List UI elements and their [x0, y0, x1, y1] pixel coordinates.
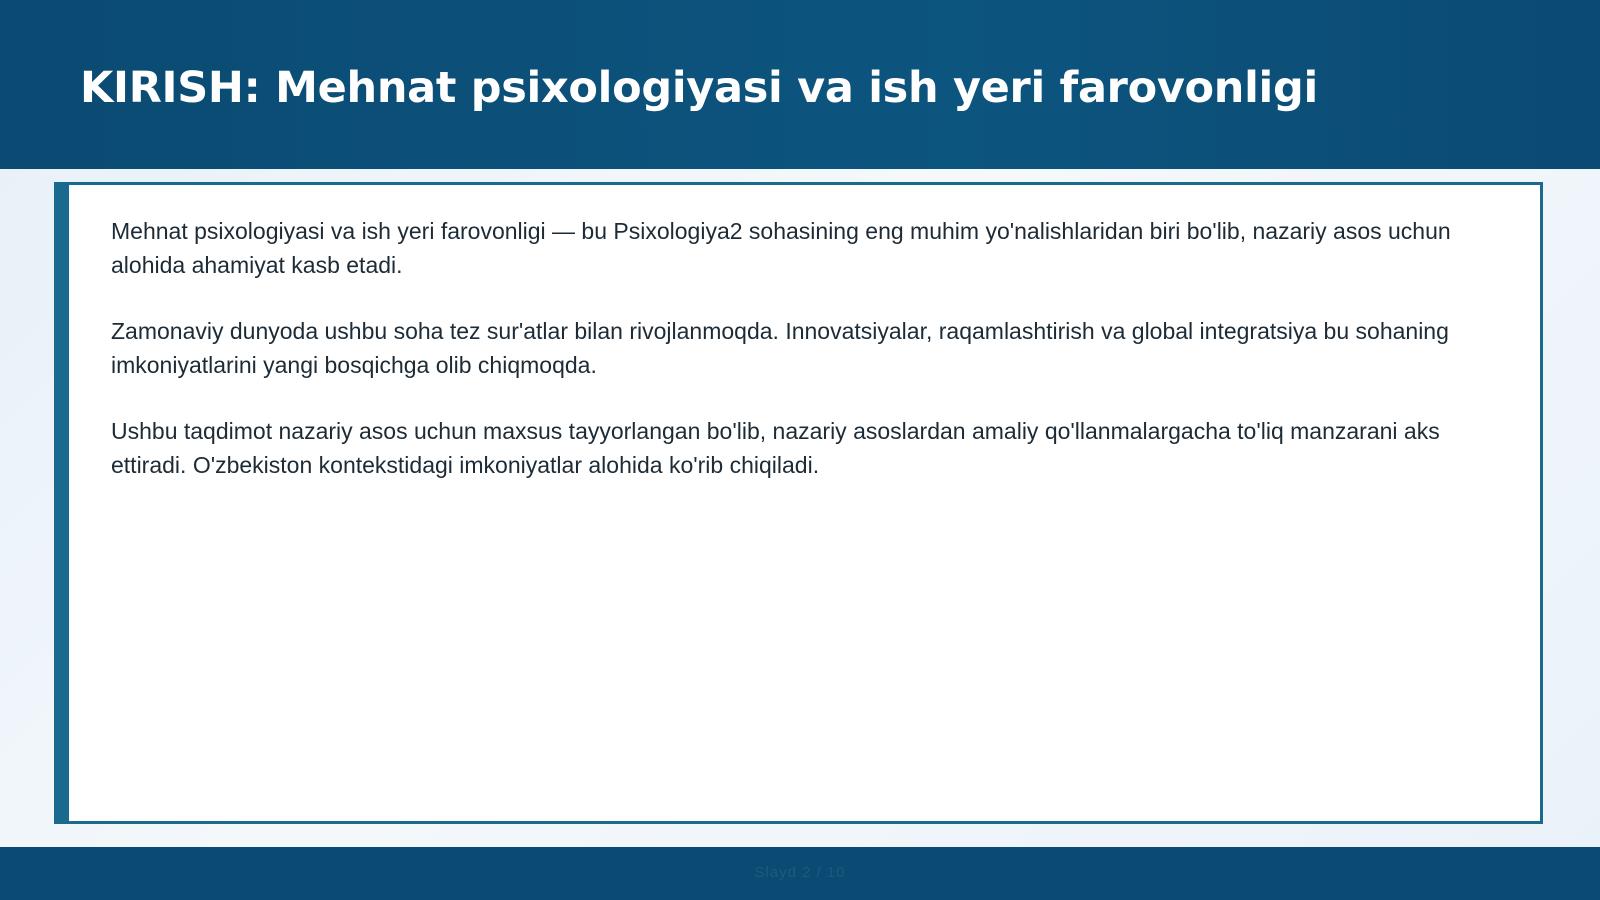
content-card	[54, 182, 1543, 824]
intro-paragraph-2: Zamonaviy dunyoda ushbu soha tez sur'atlar bilan rivojlanmoqda. Innovatsiyalar, raqamlashtirish va global integratsiya bu sohaning imkoniyatlarini yangi bosqichga olib chiqmoqda.	[111, 318, 1449, 378]
slide-number: Slayd 2 / 10	[754, 864, 846, 881]
slide-title: KIRISH: Mehnat psixologiyasi va ish yeri farovonligi	[80, 63, 1318, 113]
intro-paragraph-1: Mehnat psixologiyasi va ish yeri farovonligi — bu Psixologiya2 sohasining eng muhim yo'nalishlaridan biri bo'lib, nazariy asos uchun alohida ahamiyat kasb etadi.	[111, 218, 1451, 278]
slide-footer	[0, 847, 1600, 900]
slide-header	[0, 0, 1600, 169]
intro-paragraph-3: Ushbu taqdimot nazariy asos uchun maxsus tayyorlangan bo'lib, nazariy asoslardan amaliy qo'llanmalargacha to'liq manzarani aks ettiradi. O'zbekiston kontekstidagi imkoniyatlar alohida ko'rib chiqiladi.	[111, 418, 1440, 478]
